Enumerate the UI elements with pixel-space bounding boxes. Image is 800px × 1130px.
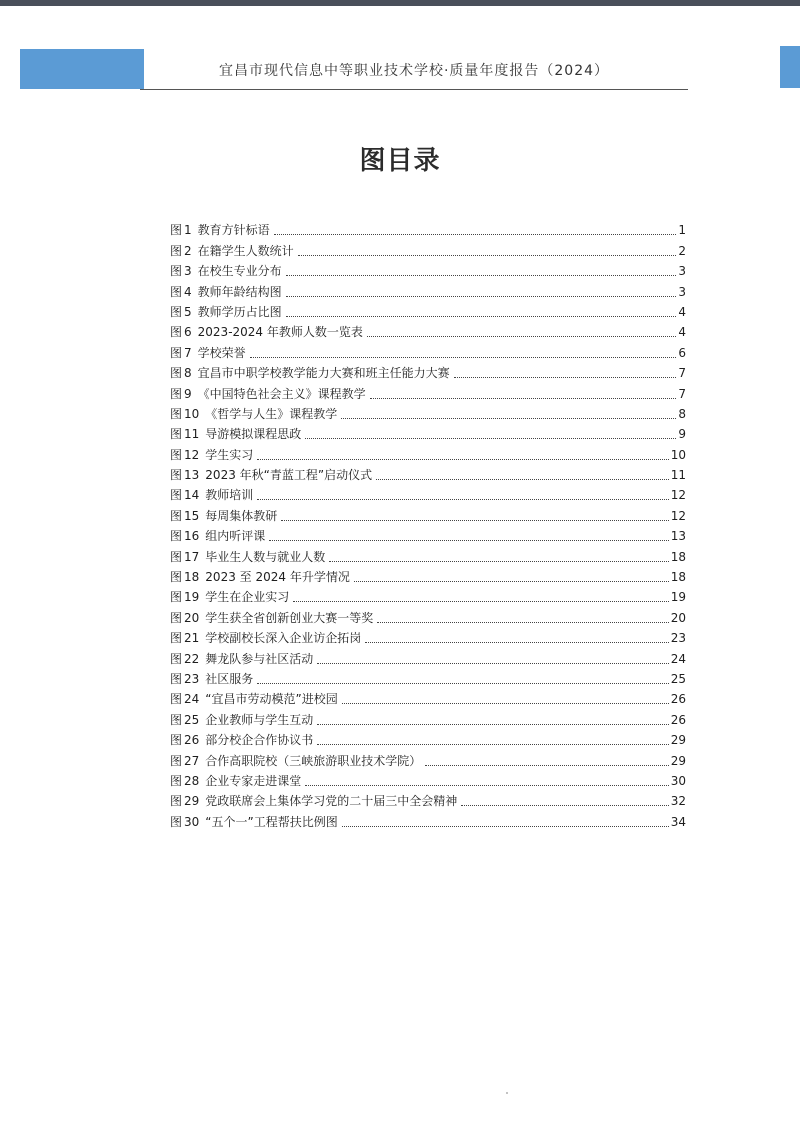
toc-entry-prefix: 图 xyxy=(170,264,183,279)
toc-entry-number: 8 xyxy=(184,366,192,381)
toc-entry-number: 2 xyxy=(184,243,192,258)
toc-entry-title: 《哲学与人生》课程教学 xyxy=(205,406,338,421)
toc-entry-label xyxy=(170,488,257,502)
toc-entry-number: 1 xyxy=(184,223,192,238)
toc-entry-number: 21 xyxy=(184,631,200,646)
running-header-title: 宜昌市现代信息中等职业技术学校·质量年度报告（2024） xyxy=(218,63,610,79)
toc-entry-figure-8[interactable] xyxy=(170,362,686,382)
toc-entry-prefix: 图 xyxy=(170,529,183,544)
toc-entry-figure-10[interactable] xyxy=(170,403,686,423)
toc-entry-figure-15[interactable] xyxy=(170,504,686,524)
toc-entry-prefix: 图 xyxy=(170,284,183,299)
toc-entry-title: 舞龙队参与社区活动 xyxy=(205,651,314,666)
toc-entry-page-number: 3 xyxy=(678,284,686,299)
toc-entry-number: 27 xyxy=(184,753,200,768)
toc-dot-leader xyxy=(317,724,668,725)
toc-entry-label xyxy=(170,754,425,768)
toc-entry-prefix: 图 xyxy=(170,325,183,340)
toc-dot-leader xyxy=(370,398,677,399)
toc-entry-number: 14 xyxy=(184,488,200,503)
toc-entry-page-number: 18 xyxy=(670,549,686,564)
toc-entry-page-number: 26 xyxy=(670,712,686,727)
toc-dot-leader xyxy=(257,499,668,500)
toc-entry-title: 企业教师与学生互动 xyxy=(205,712,314,727)
toc-dot-leader xyxy=(286,275,677,276)
toc-entry-prefix: 图 xyxy=(170,570,183,585)
toc-entry-figure-29[interactable] xyxy=(170,790,686,810)
toc-entry-page-number: 7 xyxy=(678,366,686,381)
toc-entry-page-number: 34 xyxy=(670,814,686,829)
toc-entry-figure-20[interactable] xyxy=(170,606,686,626)
toc-entry-figure-3[interactable] xyxy=(170,260,686,280)
toc-dot-leader xyxy=(286,296,677,297)
toc-entry-number: 5 xyxy=(184,304,192,319)
toc-entry-page-number: 3 xyxy=(678,264,686,279)
toc-entry-label xyxy=(170,285,286,299)
toc-entry-number: 26 xyxy=(184,733,200,748)
toc-entry-figure-6[interactable] xyxy=(170,321,686,341)
toc-entry-figure-24[interactable] xyxy=(170,688,686,708)
toc-dot-leader xyxy=(425,765,668,766)
toc-entry-page-number: 8 xyxy=(678,406,686,421)
toc-entry-label xyxy=(170,468,376,482)
toc-entry-label xyxy=(170,794,461,808)
toc-entry-page-number: 4 xyxy=(678,325,686,340)
toc-entry-label xyxy=(170,713,317,727)
toc-entry-label xyxy=(170,631,365,645)
toc-entry-prefix: 图 xyxy=(170,488,183,503)
toc-entry-label xyxy=(170,366,454,380)
toc-dot-leader xyxy=(281,520,668,521)
toc-entry-title: 组内听评课 xyxy=(205,529,266,544)
toc-entry-number: 16 xyxy=(184,529,200,544)
toc-entry-page-number: 12 xyxy=(670,488,686,503)
toc-entry-title: 教师年龄结构图 xyxy=(197,284,282,299)
toc-entry-page-number: 11 xyxy=(670,468,686,483)
toc-entry-figure-26[interactable] xyxy=(170,729,686,749)
toc-entry-figure-25[interactable] xyxy=(170,708,686,728)
toc-entry-number: 4 xyxy=(184,284,192,299)
toc-entry-figure-28[interactable] xyxy=(170,770,686,790)
toc-entry-prefix: 图 xyxy=(170,610,183,625)
toc-entry-figure-2[interactable] xyxy=(170,239,686,259)
toc-entry-title: 《中国特色社会主义》课程教学 xyxy=(197,386,366,401)
toc-entry-page-number: 13 xyxy=(670,529,686,544)
toc-entry-number: 6 xyxy=(184,325,192,340)
toc-entry-figure-30[interactable] xyxy=(170,810,686,830)
toc-entry-title: 教育方针标语 xyxy=(197,223,270,238)
page-top-edge xyxy=(0,0,800,6)
toc-entry-number: 7 xyxy=(184,345,192,360)
toc-entry-prefix: 图 xyxy=(170,406,183,421)
toc-entry-label xyxy=(170,387,370,401)
toc-entry-title: “宜昌市劳动模范”进校园 xyxy=(205,692,338,707)
toc-entry-number: 28 xyxy=(184,773,200,788)
toc-entry-figure-16[interactable] xyxy=(170,525,686,545)
header-accent-block-left xyxy=(20,49,144,89)
toc-entry-figure-22[interactable] xyxy=(170,647,686,667)
toc-entry-prefix: 图 xyxy=(170,671,183,686)
toc-entry-number: 15 xyxy=(184,508,200,523)
toc-entry-label xyxy=(170,774,305,788)
toc-entry-page-number: 25 xyxy=(670,671,686,686)
toc-entry-label xyxy=(170,264,286,278)
toc-entry-title: 毕业生人数与就业人数 xyxy=(205,549,326,564)
toc-entry-page-number: 30 xyxy=(670,773,686,788)
toc-entry-page-number: 18 xyxy=(670,570,686,585)
toc-entry-label xyxy=(170,448,257,462)
toc-entry-prefix: 图 xyxy=(170,814,183,829)
toc-entry-figure-17[interactable] xyxy=(170,545,686,565)
toc-entry-prefix: 图 xyxy=(170,733,183,748)
toc-entry-page-number: 19 xyxy=(670,590,686,605)
toc-entry-prefix: 图 xyxy=(170,692,183,707)
toc-entry-label xyxy=(170,692,342,706)
toc-entry-number: 19 xyxy=(184,590,200,605)
toc-dot-leader xyxy=(305,438,676,439)
toc-entry-prefix: 图 xyxy=(170,386,183,401)
toc-entry-label xyxy=(170,223,274,237)
toc-entry-figure-13[interactable] xyxy=(170,464,686,484)
toc-entry-title: 学校荣誉 xyxy=(197,345,246,360)
toc-entry-page-number: 9 xyxy=(678,427,686,442)
toc-entry-prefix: 图 xyxy=(170,631,183,646)
toc-entry-page-number: 2 xyxy=(678,243,686,258)
toc-entry-label xyxy=(170,590,293,604)
toc-entry-page-number: 12 xyxy=(670,508,686,523)
toc-entry-prefix: 图 xyxy=(170,712,183,727)
toc-dot-leader xyxy=(329,561,668,562)
toc-dot-leader xyxy=(342,826,669,827)
toc-dot-leader xyxy=(354,581,669,582)
toc-entry-prefix: 图 xyxy=(170,590,183,605)
toc-entry-figure-18[interactable] xyxy=(170,566,686,586)
toc-entry-title: 合作高职院校（三峡旅游职业技术学院） xyxy=(205,753,422,768)
toc-entry-title: 2023 年秋“青蓝工程”启动仪式 xyxy=(205,468,373,483)
toc-entry-title: 社区服务 xyxy=(205,671,254,686)
toc-entry-label xyxy=(170,244,298,258)
toc-entry-label xyxy=(170,672,257,686)
toc-entry-prefix: 图 xyxy=(170,468,183,483)
toc-dot-leader xyxy=(377,622,668,623)
toc-entry-figure-27[interactable] xyxy=(170,749,686,769)
toc-entry-prefix: 图 xyxy=(170,753,183,768)
toc-dot-leader xyxy=(305,785,668,786)
toc-entry-label xyxy=(170,815,342,829)
toc-dot-leader xyxy=(274,234,677,235)
toc-dot-leader xyxy=(269,540,668,541)
figure-list xyxy=(170,219,686,831)
toc-entry-figure-1[interactable] xyxy=(170,219,686,239)
toc-dot-leader xyxy=(342,703,669,704)
toc-entry-figure-14[interactable] xyxy=(170,484,686,504)
toc-entry-label xyxy=(170,733,317,747)
toc-entry-label xyxy=(170,305,286,319)
toc-entry-figure-11[interactable] xyxy=(170,423,686,443)
toc-entry-number: 10 xyxy=(184,406,200,421)
toc-entry-page-number: 29 xyxy=(670,753,686,768)
toc-entry-title: 每周集体教研 xyxy=(205,508,278,523)
toc-entry-prefix: 图 xyxy=(170,427,183,442)
toc-dot-leader xyxy=(257,683,668,684)
toc-entry-number: 30 xyxy=(184,814,200,829)
toc-entry-number: 22 xyxy=(184,651,200,666)
toc-entry-title: 在籍学生人数统计 xyxy=(197,243,294,258)
toc-entry-title: 宜昌市中职学校教学能力大赛和班主任能力大赛 xyxy=(197,366,450,381)
toc-entry-prefix: 图 xyxy=(170,345,183,360)
toc-entry-number: 12 xyxy=(184,447,200,462)
toc-dot-leader xyxy=(317,663,668,664)
toc-entry-page-number: 4 xyxy=(678,304,686,319)
toc-dot-leader xyxy=(298,255,677,256)
toc-entry-title: 学生获全省创新创业大赛一等奖 xyxy=(205,610,374,625)
toc-entry-prefix: 图 xyxy=(170,794,183,809)
toc-entry-page-number: 24 xyxy=(670,651,686,666)
toc-entry-title: 学生实习 xyxy=(205,447,254,462)
toc-dot-leader xyxy=(454,377,677,378)
toc-dot-leader xyxy=(257,459,668,460)
toc-dot-leader xyxy=(365,642,668,643)
scan-speck xyxy=(506,1092,508,1094)
toc-entry-number: 17 xyxy=(184,549,200,564)
toc-entry-title: 企业专家走进课堂 xyxy=(205,773,302,788)
toc-entry-number: 9 xyxy=(184,386,192,401)
toc-entry-page-number: 10 xyxy=(670,447,686,462)
toc-entry-label xyxy=(170,407,341,421)
toc-entry-number: 11 xyxy=(184,427,200,442)
toc-entry-figure-21[interactable] xyxy=(170,627,686,647)
toc-entry-prefix: 图 xyxy=(170,773,183,788)
toc-entry-figure-4[interactable] xyxy=(170,280,686,300)
toc-entry-prefix: 图 xyxy=(170,366,183,381)
toc-entry-figure-7[interactable] xyxy=(170,341,686,361)
toc-entry-prefix: 图 xyxy=(170,304,183,319)
toc-entry-label xyxy=(170,570,354,584)
toc-entry-page-number: 32 xyxy=(670,794,686,809)
toc-entry-label xyxy=(170,550,329,564)
toc-entry-figure-23[interactable] xyxy=(170,668,686,688)
toc-dot-leader xyxy=(376,479,669,480)
toc-entry-page-number: 29 xyxy=(670,733,686,748)
toc-entry-title: 学生在企业实习 xyxy=(205,590,290,605)
toc-entry-prefix: 图 xyxy=(170,243,183,258)
toc-dot-leader xyxy=(250,357,677,358)
toc-entry-title: 教师培训 xyxy=(205,488,254,503)
toc-entry-page-number: 1 xyxy=(678,223,686,238)
toc-dot-leader xyxy=(367,336,676,337)
toc-entry-label xyxy=(170,346,250,360)
header-accent-block-right xyxy=(780,46,800,88)
toc-entry-number: 20 xyxy=(184,610,200,625)
toc-entry-page-number: 26 xyxy=(670,692,686,707)
toc-entry-figure-19[interactable] xyxy=(170,586,686,606)
toc-entry-label xyxy=(170,509,281,523)
toc-entry-number: 25 xyxy=(184,712,200,727)
toc-entry-number: 29 xyxy=(184,794,200,809)
toc-dot-leader xyxy=(286,316,677,317)
toc-entry-title: 学校副校长深入企业访企拓岗 xyxy=(205,631,362,646)
toc-entry-label xyxy=(170,611,377,625)
toc-entry-page-number: 7 xyxy=(678,386,686,401)
toc-entry-title: “五个一”工程帮扶比例图 xyxy=(205,814,338,829)
toc-entry-title: 教师学历占比图 xyxy=(197,304,282,319)
toc-entry-prefix: 图 xyxy=(170,447,183,462)
toc-entry-figure-12[interactable] xyxy=(170,443,686,463)
toc-entry-label xyxy=(170,529,269,543)
toc-dot-leader xyxy=(341,418,676,419)
toc-entry-number: 18 xyxy=(184,570,200,585)
toc-entry-title: 导游模拟课程思政 xyxy=(205,427,302,442)
toc-entry-number: 23 xyxy=(184,671,200,686)
toc-entry-label xyxy=(170,325,367,339)
toc-entry-number: 3 xyxy=(184,264,192,279)
toc-dot-leader xyxy=(293,601,668,602)
toc-entry-number: 13 xyxy=(184,468,200,483)
toc-entry-page-number: 20 xyxy=(670,610,686,625)
toc-dot-leader xyxy=(461,805,668,806)
toc-entry-label xyxy=(170,652,317,666)
toc-entry-page-number: 23 xyxy=(670,631,686,646)
toc-entry-prefix: 图 xyxy=(170,508,183,523)
toc-entry-figure-9[interactable] xyxy=(170,382,686,402)
toc-entry-prefix: 图 xyxy=(170,651,183,666)
toc-entry-number: 24 xyxy=(184,692,200,707)
toc-entry-title: 党政联席会上集体学习党的二十届三中全会精神 xyxy=(205,794,458,809)
header-rule xyxy=(140,89,688,90)
page-title: 图目录 xyxy=(359,146,441,176)
toc-entry-prefix: 图 xyxy=(170,549,183,564)
toc-entry-prefix: 图 xyxy=(170,223,183,238)
toc-entry-label xyxy=(170,427,305,441)
toc-entry-title: 2023 至 2024 年升学情况 xyxy=(205,570,350,585)
toc-entry-page-number: 6 xyxy=(678,345,686,360)
toc-entry-title: 2023-2024 年教师人数一览表 xyxy=(197,325,363,340)
toc-entry-figure-5[interactable] xyxy=(170,301,686,321)
toc-dot-leader xyxy=(317,744,668,745)
toc-entry-title: 在校生专业分布 xyxy=(197,264,282,279)
toc-entry-title: 部分校企合作协议书 xyxy=(205,733,314,748)
